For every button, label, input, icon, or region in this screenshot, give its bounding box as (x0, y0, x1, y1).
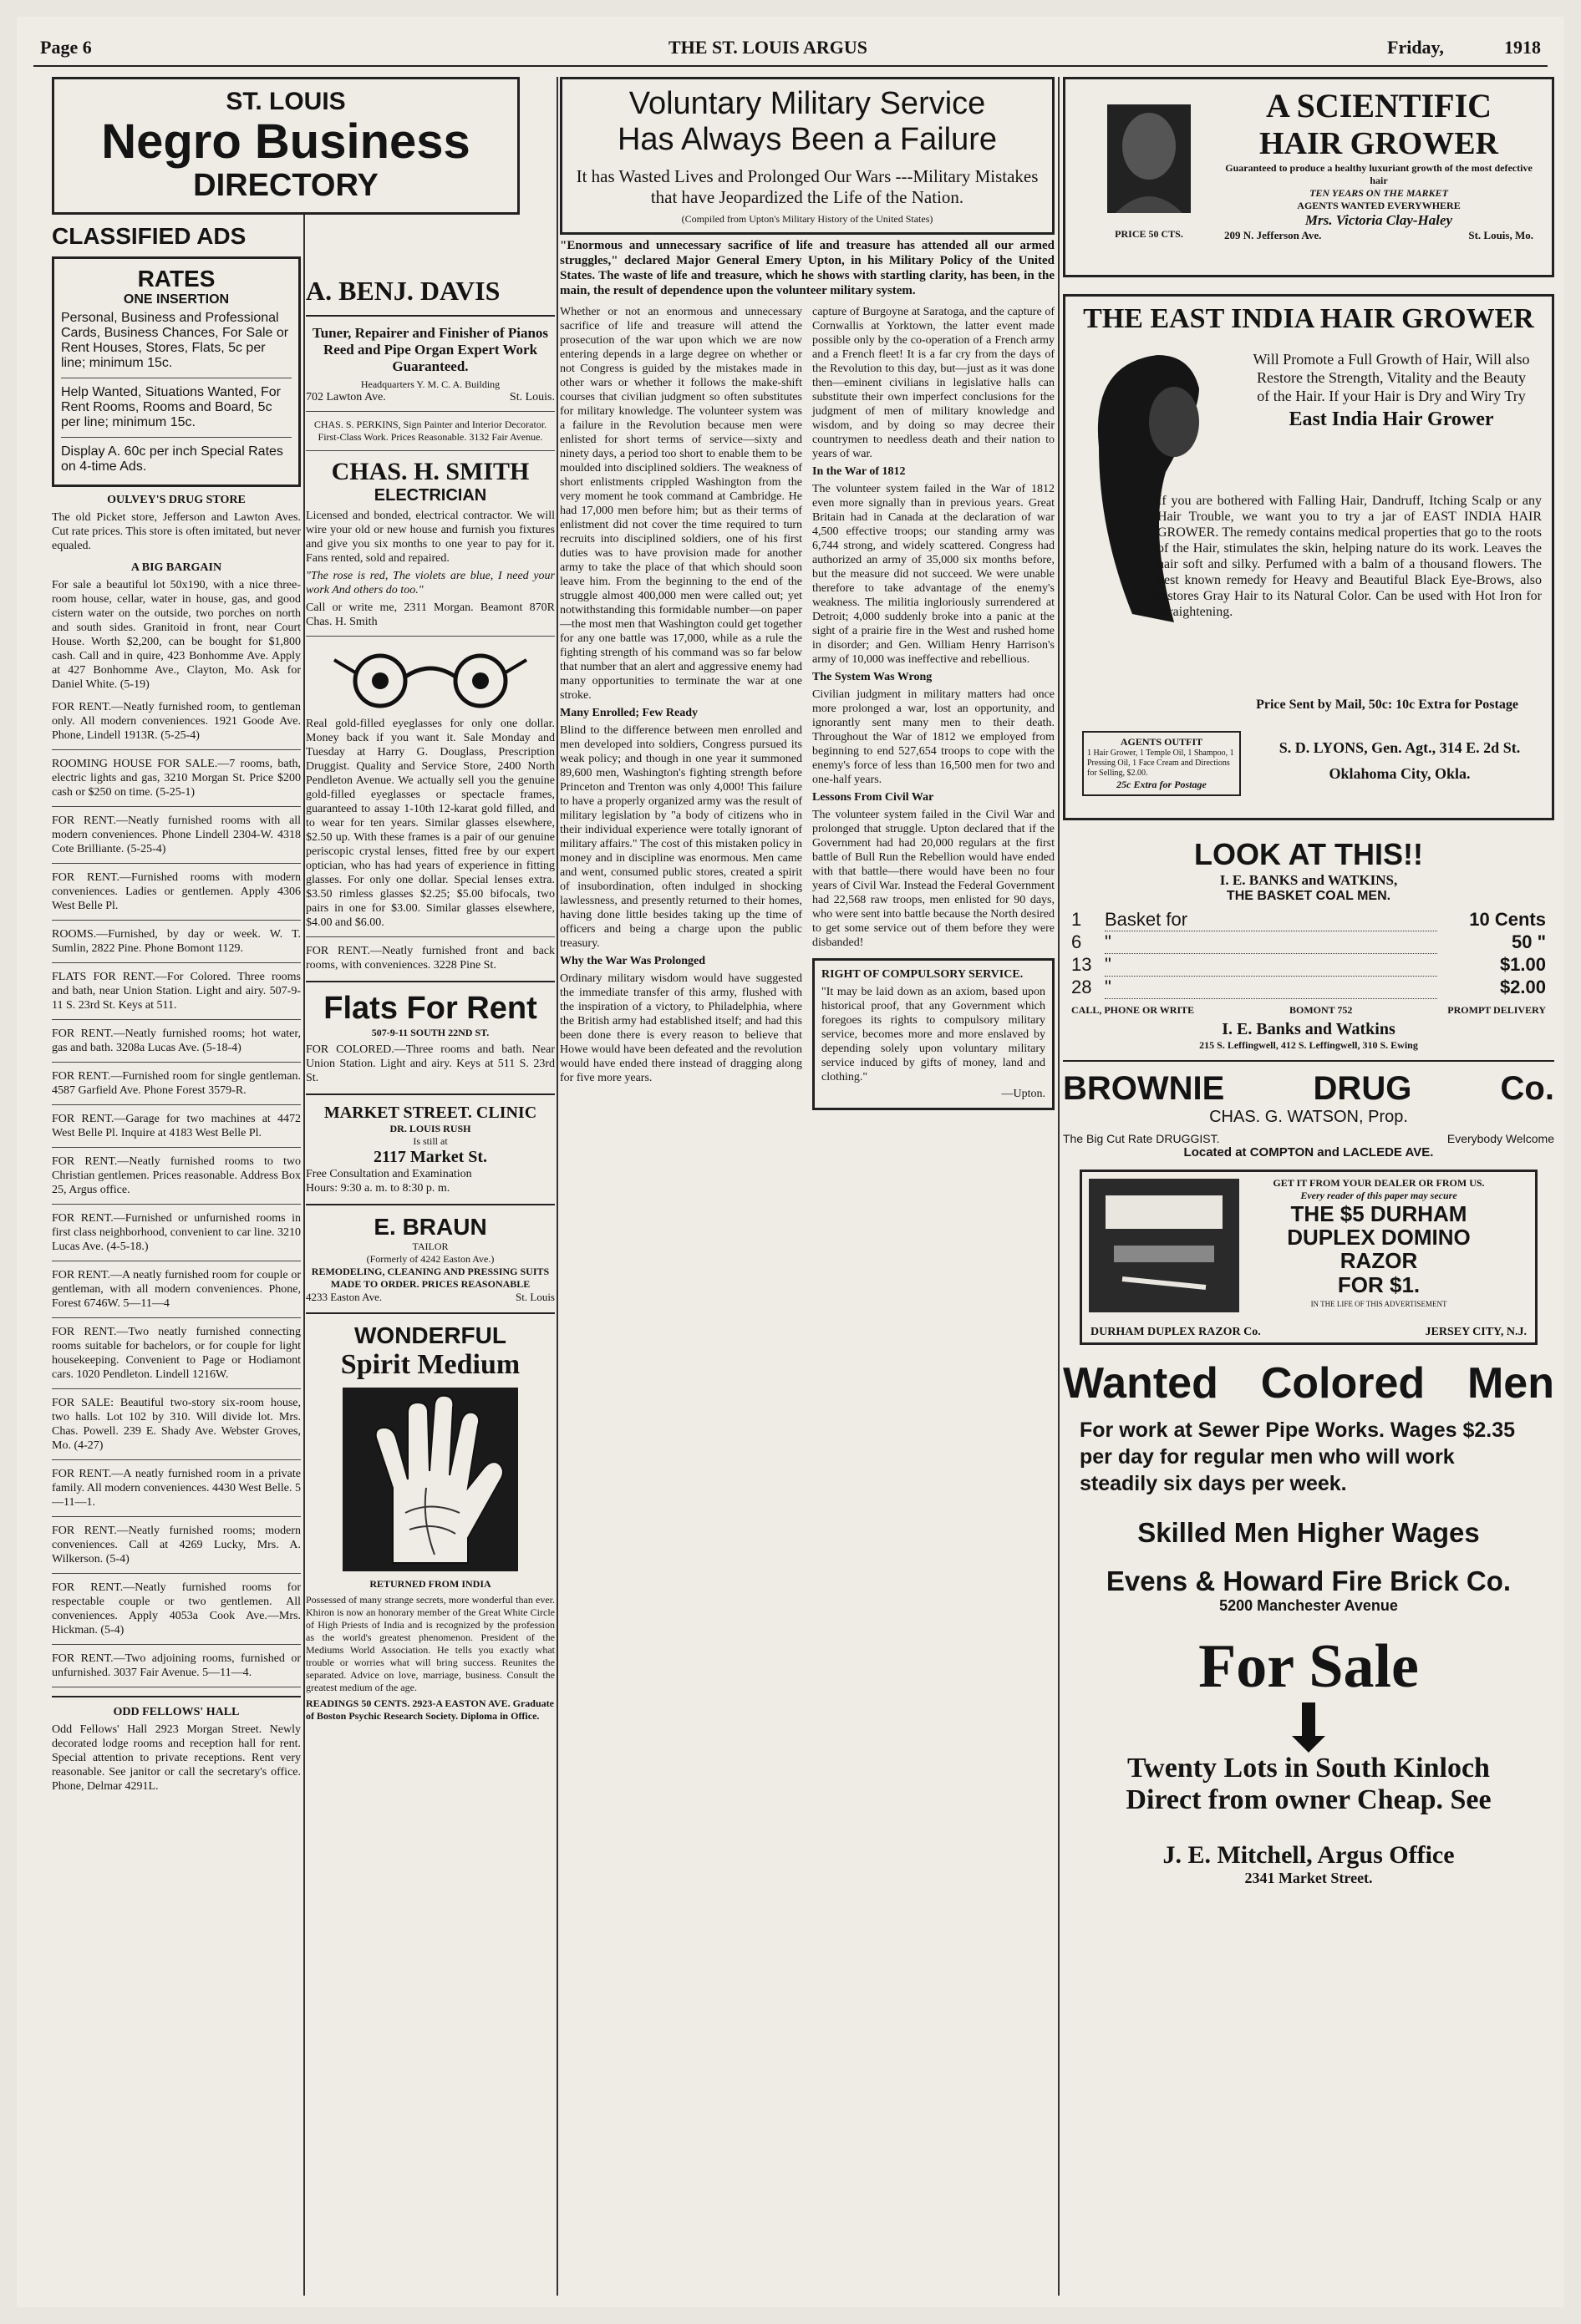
coal-price: $1.00 (1499, 954, 1546, 975)
bargain-title: A BIG BARGAIN (130, 561, 222, 574)
classified-ad: FOR RENT.—Furnished rooms with modern conveniences. Ladies or gentlemen. Apply 4306 West Belle Pl. (52, 871, 301, 912)
smith-poem: "The rose is red, The violets are blue, I need your work And others do too." (306, 570, 555, 596)
wanted-title: Wanted Colored Men (1063, 1359, 1554, 1408)
compulsory-service-box (812, 958, 1055, 1110)
oddfellows-text: Odd Fellows' Hall 2923 Morgan Street. Newly decorated lodge rooms and reception hall for rent. Special attention to private receptions. Rent very reasonable. See janitor or call the secretary's office. Phone, Delmar 4291L. (52, 1723, 301, 1793)
coal-quantity: 6 (1071, 931, 1082, 952)
ei-agent: S. D. LYONS, Gen. Agt., 314 E. 2d St. (1279, 739, 1521, 756)
clinic-at: Is still at (413, 1135, 448, 1147)
sci-title2: HAIR GROWER (1258, 126, 1499, 161)
article-right-text: capture of Burgoyne at Saratoga, and the capture of Cornwallis at Yorktown, the latter event made possible only by the co-operation of a French army and a French fleet! It is a far cry from the days of the Revolution to this day, but—just as it was done then—eminent civilians in legislative halls can substitute their own imperfect conclusions for the judgment of men of military knowledge and wisdom, and by doing so may decree their countrymen to needless death and their nation to years of war. (812, 306, 1055, 460)
medium-title1: WONDERFUL (354, 1322, 506, 1348)
issue-year: 1918 (1504, 37, 1541, 58)
smith-call: Call or write me, 2311 Morgan. Beamont 870R Chas. H. Smith (306, 601, 555, 628)
article-right-sub2: The System Was Wrong (812, 671, 933, 683)
page-header (33, 32, 1548, 67)
braun-city: St. Louis (516, 1291, 555, 1303)
perkins-card: CHAS. S. PERKINS, Sign Painter and Interior Decorator. First-Class Work. Prices Reasonable. 3132 Fair Avenue. (313, 419, 547, 443)
medium-caption: RETURNED FROM INDIA (369, 1578, 491, 1590)
clinic-doctor: DR. LOUIS RUSH (389, 1123, 471, 1134)
coal-price-row (1071, 954, 1546, 977)
classified-ads-list (52, 700, 301, 1687)
braun-former: (Formerly of 4242 Easton Ave.) (366, 1253, 495, 1265)
coal-price-row (1071, 909, 1546, 931)
east-india-hair-ad (1063, 294, 1554, 820)
brownie-location: Located at COMPTON and LACLEDE AVE. (1183, 1145, 1434, 1159)
article-left-sub2: Why the War Was Prolonged (560, 955, 705, 967)
rate-help-wanted: Help Wanted, Situations Wanted, For Rent Rooms, Rooms and Board, 5c per line; minimum 15c. (61, 385, 281, 429)
davis-hq: Headquarters Y. M. C. A. Building (360, 378, 501, 390)
classified-ad: FOR RENT.—A neatly furnished room for couple or gentleman, with all modern conveniences. Phone, Forest 6746W. 5—11—4 (52, 1269, 301, 1310)
medium-title2: Spirit Medium (340, 1349, 521, 1380)
article-right-text4: The volunteer system failed in the Civil War and prolonged that struggle. Upton declared that if the Government had had 20,000 regulars at the first battle of Bull Run the Rebellion would have ended with that battle—there would have been no four years of Civil War. Instead the Federal Government had 22,568 raw troops, men enlisted for 90 days, who were sent into battle because the North desired to get some service out of them before they were disbanded! (812, 809, 1055, 949)
box-title: RIGHT OF COMPULSORY SERVICE. (821, 968, 1024, 981)
brownie-drug-ad (1063, 1070, 1554, 1159)
directory-line1: ST. LOUIS (226, 88, 346, 115)
look-subtitle: THE BASKET COAL MEN. (1226, 889, 1391, 903)
coal-quantity: 1 (1071, 909, 1082, 930)
medium-text: Possessed of many strange secrets, more wonderful than ever. Khiron is now an honorary member of the Great White Circle of High Priests of India and is recognized by the profession as the world's greatest phenomenon. President of the Mediums World Association. He tells you exactly what trouble or worries what will bring success. Reunites the separated. Advice on love, marriage, business. Consult the greatest medium of the age. (306, 1594, 555, 1693)
brownie-title3: Co. (1500, 1070, 1554, 1107)
classified-ad: FOR SALE: Beautiful two-story six-room house, two halls. Lot 102 by 310. Will divide lot. Mrs. Chas. Powell. 239 E. Shady Ave. Webster Groves, Mo. (4-27) (52, 1397, 301, 1452)
davis-name: A. BENJ. DAVIS (306, 276, 501, 306)
coal-price-list (1071, 909, 1546, 999)
article-headline-box (560, 77, 1055, 235)
look-name: I. E. Banks and Watkins (1222, 1020, 1395, 1038)
coal-item: " (1105, 954, 1437, 977)
woman-portrait-icon (1099, 96, 1199, 221)
flats-text: FOR COLORED.—Three rooms and bath. Near Union Station. Light and airy. Keys at 511 S. 23rd St. (306, 1043, 555, 1084)
pointing-hand-icon (1284, 1702, 1334, 1753)
rate-display: Display A. 60c per inch Special Rates on 4-time Ads. (61, 444, 283, 474)
sci-address: 209 N. Jefferson Ave. (1224, 229, 1322, 241)
page-number: Page 6 (40, 37, 92, 58)
drug-store-text: The old Picket store, Jefferson and Lawton Aves. Cut rate prices. This store is often imitated, but never equaled. (52, 511, 301, 552)
ei-title: THE EAST INDIA HAIR GROWER (1083, 303, 1534, 334)
razor-life: IN THE LIFE OF THIS ADVERTISEMENT (1310, 1300, 1447, 1308)
braun-role: TAILOR (412, 1241, 449, 1252)
rate-business: Personal, Business and Professional Cards, Business Chances, For Sale or Rent Houses, Stores, Flats, 5c per line; minimum 15c. (61, 311, 289, 370)
ei-price: Price Sent by Mail, 50c: 10c Extra for Postage (1256, 698, 1518, 712)
classified-ad: ROOMS.—Furnished, by day or week. W. T. Sumlin, 2822 Pine. Phone Bomont 1129. (52, 928, 301, 955)
brownie-text2: Everybody Welcome (1446, 1132, 1554, 1145)
clinic-text: Free Consultation and Examination (306, 1168, 472, 1180)
coal-price: 10 Cents (1469, 909, 1546, 930)
brownie-title2: DRUG (1313, 1070, 1412, 1107)
coal-price: $2.00 (1499, 977, 1546, 997)
sci-years: TEN YEARS ON THE MARKET (1309, 187, 1448, 199)
article-right-sub: In the War of 1812 (812, 465, 906, 478)
look-title: LOOK AT THIS!! (1194, 837, 1423, 871)
wanted-address: 5200 Manchester Avenue (1219, 1597, 1398, 1614)
wanted-text: For work at Sewer Pipe Works. Wages $2.35 per day for regular men who will work steadily six days per week. (1080, 1418, 1516, 1495)
coal-price-row (1071, 931, 1546, 954)
coal-item: " (1105, 931, 1437, 954)
furnished-front-ad: FOR RENT.—Neatly furnished front and back rooms, with conveniences. 3228 Pine St. (306, 945, 555, 972)
article-left-text3: Ordinary military wisdom would have suggested the immediate transfer of this army, flushed with the inspiration of a victory, to Philadelphia, where the British army had established itself; and had this been done there is every reason to believe that Howe would have been defeated and the revolution would have ended there instead of dragging along for five more years. (560, 972, 802, 1084)
look-addresses: 215 S. Leffingwell, 412 S. Leffingwell, 310 S. Ewing (1199, 1039, 1418, 1051)
glasses-text: Real gold-filled eyeglasses for only one dollar. Money back if you want it. Sale Monday and Tuesday at Harry G. Douglass, Prescription Druggist. Quality and Service Store, 2400 North Pendleton Avenue. We actually sell you the genuine gold-filled eyeglasses or spectacle frames, guaranteed to assay 1-10th 12-karat gold filled, and to wear for ten years. Similar glasses elsewhere, $2.50 up. With these frames is a pair of our genuine periscopic crystal lenses, fitted free by our expert optician, who has had years of experience in fitting glasses. For only one dollar. Special lenses extra. $3.50 rimless glasses $2.25; $5.00 bifocals, two pairs in one for $3.00. Similar glasses elsewhere, $4.00 and $6.00. (306, 718, 555, 929)
davis-text: Tuner, Repairer and Finisher of Pianos Reed and Pipe Organ Expert Work Guaranteed. (312, 325, 549, 374)
issue-day: Friday, (1387, 37, 1444, 58)
smith-name: CHAS. H. SMITH (331, 458, 530, 485)
sci-city: St. Louis, Mo. (1468, 229, 1533, 241)
box-text: "It may be laid down as an axiom, based upon historical proof, that any Government which foregoes its rights to compulsory military service, becomes more and more enslaved by depending solely upon voluntary military service induced by gifts of money, land and clothing." (821, 986, 1045, 1083)
directory-line2: Negro Business (101, 114, 470, 169)
scientific-hair-ad (1063, 77, 1554, 277)
sci-title1: A SCIENTIFIC (1265, 87, 1492, 124)
flats-address: 507-9-11 SOUTH 22ND ST. (371, 1027, 490, 1038)
directory-line3: DIRECTORY (193, 168, 379, 203)
smith-role: ELECTRICIAN (374, 486, 487, 505)
article-title2: Has Always Been a Failure (617, 122, 998, 157)
classified-ad: FOR RENT.—Garage for two machines at 4472 West Belle Pl. Inquire at 4183 West Belle Pl. (52, 1113, 301, 1139)
coal-price-row (1071, 977, 1546, 999)
razor-every: Every reader of this paper may secure (1300, 1190, 1457, 1201)
ei-agents-title: AGENTS OUTFIT (1120, 736, 1203, 748)
braun-text: REMODELING, CLEANING AND PRESSING SUITS MADE TO ORDER. PRICES REASONABLE (311, 1266, 550, 1290)
advertisements-column (1063, 77, 1554, 2296)
classified-ad: FOR RENT.—Neatly furnished room, to gentleman only. All modern conveniences. 1921 Goode Ave. Phone, Lindell 1913R. (5-25-4) (52, 701, 301, 742)
eyeglasses-icon (330, 643, 531, 710)
classified-ad: FOR RENT.—Furnished room for single gentleman. 4587 Garfield Ave. Phone Forest 3579-R. (52, 1070, 301, 1097)
clinic-hours: Hours: 9:30 a. m. to 8:30 p. m. (306, 1182, 450, 1195)
article-left-sub: Many Enrolled; Few Ready (560, 707, 699, 719)
coal-quantity: 28 (1071, 977, 1092, 997)
article-column (560, 77, 1055, 2296)
article-left-text2: Blind to the difference between men enrolled and men developed into soldiers, Congress pursued its weak policy; and though in one year it summoned 89,600 men, Washington's fighting strength before Princeton and Trenton was only 4,000! This failure to have a properly organized army was the result of military legislation by "a body of citizens who in their individual experience were totally ignorant of military affairs." The cost of this mistaken policy in money and in discipline was enormous. Men came and went, consumed public stores, created a spirit of insubordination, often indulged in shocking lawlessness, and presently returned to their homes, having done little besides taking up the time of officers and being a charge upon the public treasury. (560, 724, 802, 950)
classified-ad: FOR RENT.—Neatly furnished rooms for respectable couple or two gentlemen. All conveniences. Apply 4053a Cook Ave.—Mrs. Hickman. (5-4) (52, 1581, 301, 1636)
wanted-subtitle: Skilled Men Higher Wages (1137, 1517, 1480, 1548)
sci-price: PRICE 50 CTS. (1115, 228, 1183, 240)
rates-box (52, 256, 301, 487)
look-phone: BOMONT 752 (1289, 1004, 1353, 1016)
clinic-title: MARKET STREET. CLINIC (323, 1104, 537, 1122)
razor-company: DURHAM DUPLEX RAZOR Co. (1090, 1326, 1261, 1338)
davis-city: St. Louis. (509, 391, 555, 403)
brownie-prop: CHAS. G. WATSON, Prop. (1209, 1108, 1408, 1126)
classified-ad: ROOMING HOUSE FOR SALE.—7 rooms, bath, electric lights and gas, 3210 Morgan St. Price $200 cash or $250 on time. (5-25-1) (52, 758, 301, 799)
smith-text: Licensed and bonded, electrical contractor. We will wire your old or new house and furnish you fixtures and give you six months to one year to pay for it. Fans rented, sold and repaired. (306, 510, 555, 565)
classified-ad: FOR RENT.—Furnished or unfurnished rooms in first class neighborhood, convenient to car line. 3210 Lucas Ave. (4-5-18.) (52, 1212, 301, 1253)
ei-agents-text: 1 Hair Grower, 1 Temple Oil, 1 Shampoo, 1 Pressing Oil, 1 Face Cream and Directions for Selling, $2.00. (1087, 748, 1234, 778)
wanted-ad (1063, 1358, 1554, 1615)
wanted-firm: Evens & Howard Fire Brick Co. (1106, 1565, 1512, 1596)
sale-text2: Direct from owner Cheap. See (1126, 1784, 1492, 1815)
braun-name: E. BRAUN (374, 1214, 487, 1240)
coal-item: Basket for (1105, 909, 1437, 931)
article-subtitle: It has Wasted Lives and Prolonged Our Wars ---Military Mistakes that have Jeopardized the Life of the Nation. (576, 166, 1039, 207)
razor-ad (1080, 1170, 1538, 1345)
ei-name: East India Hair Grower (1289, 408, 1494, 430)
coal-quantity: 13 (1071, 954, 1092, 975)
article-title1: Voluntary Military Service (628, 86, 986, 121)
box-signature: —Upton. (1001, 1088, 1045, 1100)
oddfellows-title: ODD FELLOWS' HALL (113, 1706, 240, 1718)
palm-hand-icon (343, 1388, 518, 1571)
classified-ad: FOR RENT.—Neatly furnished rooms; hot water, gas and bath. 3208a Lucas Ave. (5-18-4) (52, 1028, 301, 1054)
ei-promo: Will Promote a Full Growth of Hair, Will also Restore the Strength, Vitality and the Beauty of the Hair. If your Hair is Dry and Wiry Try (1253, 351, 1530, 404)
article-lead: "Enormous and unnecessary sacrifice of life and treasure has attended all our armed struggles," declared Major General Emery Upton, in his Military Policy of the United States. The waste of life and treasure, which he shows with startling clarity, has been, in the main, the result of dependence upon the volunteer military system. (560, 239, 1055, 297)
razor-top: GET IT FROM YOUR DEALER OR FROM US. (1273, 1177, 1485, 1189)
coal-price: 50 " (1511, 931, 1546, 952)
flats-title: Flats For Rent (323, 991, 537, 1026)
look-firm: I. E. BANKS and WATKINS, (1219, 872, 1398, 888)
classified-ad: FOR RENT.—Two adjoining rooms, furnished or unfurnished. 3037 Fair Avenue. 5—11—4. (52, 1652, 301, 1679)
rates-subtitle: ONE INSERTION (123, 292, 230, 307)
sale-text1: Twenty Lots in South Kinloch (1127, 1753, 1490, 1784)
look-call: CALL, PHONE OR WRITE (1071, 1004, 1195, 1016)
brownie-title1: BROWNIE (1063, 1070, 1225, 1107)
ei-text: If you are bothered with Falling Hair, Dandruff, Itching Scalp or any Hair Trouble, we want you to try a jar of EAST INDIA HAIR GROWER. The remedy contains medical properties that go to the roots of the Hair, stimulates the skin, helping nature do its work. Leaves the hair soft and silky. Perfumed with a balm of a thousand flowers. The best known remedy for Heavy and Beautiful Black Eye-Brows, also restores Gray Hair to its Natural Color. Can be used with Hot Iron for Straightening. (1157, 494, 1542, 619)
classified-ad: FOR RENT.—Neatly furnished rooms to two Christian gentlemen. Prices reasonable. Address Box 25, Argus office. (52, 1155, 301, 1196)
sci-name: Mrs. Victoria Clay-Haley (1304, 212, 1453, 228)
classified-ad: FLATS FOR RENT.—For Colored. Three rooms and bath, near Union Station. Light and airy. 507-9-11 S. 23rd St. Keys at 511. (52, 971, 301, 1012)
classified-heading: CLASSIFIED ADS (52, 223, 247, 249)
razor-price: FOR $1. (1337, 1272, 1421, 1297)
ei-agents-postage: 25c Extra for Postage (1116, 779, 1207, 790)
rates-title: RATES (137, 266, 216, 292)
ei-city: Oklahoma City, Okla. (1329, 765, 1471, 782)
classified-ad: FOR RENT.—Neatly furnished rooms; modern conveniences. Call at 4269 Lucky, Mrs. A. Wilkerson. (5-4) (52, 1525, 301, 1565)
razor-city: JERSEY CITY, N.J. (1425, 1326, 1527, 1338)
bargain-text: For sale a beautiful lot 50x190, with a nice three-room house, cellar, water in house, gas, and good cistern water on the outside, two porches on north and south sides. Granitoid in front, near Court House. Worth $2,200, can be bought for $1,800 cash. Call and in quire, 423 Bonhomme Ave. Apply at 427 Bonhomme Ave., Clayton, Mo. Ask for Daniel White. (5-19) (52, 579, 301, 691)
for-sale-ad (1063, 1631, 1554, 1887)
medium-readings: READINGS 50 CENTS. 2923-A EASTON AVE. Graduate of Boston Psychic Research Society. Diploma in Office. (306, 1697, 554, 1722)
davis-address: 702 Lawton Ave. (306, 391, 386, 403)
classified-ad: FOR RENT.—A neatly furnished room in a private family. All modern conveniences. 4430 West Belle. 5—11—1. (52, 1468, 301, 1509)
drug-store-title: OULVEY'S DRUG STORE (107, 494, 246, 506)
brownie-text1: The Big Cut Rate DRUGGIST. (1063, 1132, 1220, 1145)
sale-name: J. E. Mitchell, Argus Office (1162, 1841, 1455, 1869)
directory-banner (52, 77, 520, 215)
sale-address: 2341 Market Street. (1244, 1870, 1373, 1886)
razor-box-icon (1089, 1179, 1239, 1312)
classified-ad: FOR RENT.—Neatly furnished rooms with all modern conveniences. Phone Lindell 2304-W. 4318 Cote Brilliante. (5-25-4) (52, 814, 301, 855)
article-right-text2: The volunteer system failed in the War of 1812 even more signally than in previous years. Great Britain had in Canada at the declaration of war 4,500 effective troops; our standing army was 6,744 strong, and widely scattered. Congress had authorized an army of 35,000 six months before, but the measure did not succeed. We were unable therefore to take advantage of the enemy's weakness. The militia ingloriously surrendered at Detroit; 4,000 suddenly broke into a panic at the sight of a prairie fire in the West and rushed home in disorder; and Gen. William Henry Harrison's army of 10,000 was ineffective and rebellious. (812, 483, 1055, 666)
braun-address: 4233 Easton Ave. (306, 1291, 383, 1303)
article-credit: (Compiled from Upton's Military History of the United States) (681, 213, 933, 225)
article-right-sub3: Lessons From Civil War (812, 791, 934, 804)
sci-agents: AGENTS WANTED EVERYWHERE (1297, 200, 1461, 211)
razor-name: THE $5 DURHAM DUPLEX DOMINO RAZOR (1287, 1201, 1471, 1273)
paper-name: THE ST. LOUIS ARGUS (668, 37, 868, 58)
classified-ad: FOR RENT.—Two neatly furnished connecting rooms suitable for bachelors, or for couple for light housekeeping. Convenient to Page or Hodiamont cars. 1020 Pendleton. Lindell 1216W. (52, 1326, 301, 1381)
coal-ad (1063, 837, 1554, 1052)
coal-item: " (1105, 977, 1437, 999)
article-right-text3: Civilian judgment in military matters had once more prolonged a war, lost an opportunity, and ignorantly sent many men to their death. Throughout the War of 1812 we employed from beginning to end 527,654 troops to cope with the enemy's force of less than 16,500 men for two and one-half years. (812, 688, 1055, 786)
business-cards-column (306, 276, 555, 2296)
look-delivery: PROMPT DELIVERY (1447, 1004, 1546, 1016)
sci-subtitle: Guaranteed to produce a healthy luxuriant growth of the most defective hair (1225, 162, 1533, 186)
clinic-address: 2117 Market St. (373, 1148, 488, 1166)
ei-agents-box (1082, 731, 1241, 796)
article-left-text: Whether or not an enormous and unnecessary sacrifice of life and treasure will attend the prosecution of the war upon which we are now entering depends in a large degree on whether or not Congress is guided by the mistakes made in other wars or whether it follows the make-shift courses that civilian judgment so often substitutes for military knowledge. The volunteer system was a failure in the Revolution because men were enlisted for short terms of service—sixty and ninety days, a period too short to enable them to be moulded into disciplined soldiers. The weakness of short enlistments crippled Washington from the very moment he took command at Cambridge. He had 17,000 men before him; but as their terms of enlistment did not cover the time required to turn recruits into disciplined soldiers, one of his first duties was to have provision made for another army to take the place of that which should soon leave him. From the beginning to the end of the struggle almost 400,000 men were called out; yet notwithstanding this formidable number—on paper—the most men that Washington could get together for any one battle was 17,000, while as a rule the fighting strength of his command was so far below that number that an alert and aggressive enemy had many opportunities to terminate the war at one stroke. (560, 306, 802, 702)
sale-title: For Sale (1198, 1632, 1419, 1701)
